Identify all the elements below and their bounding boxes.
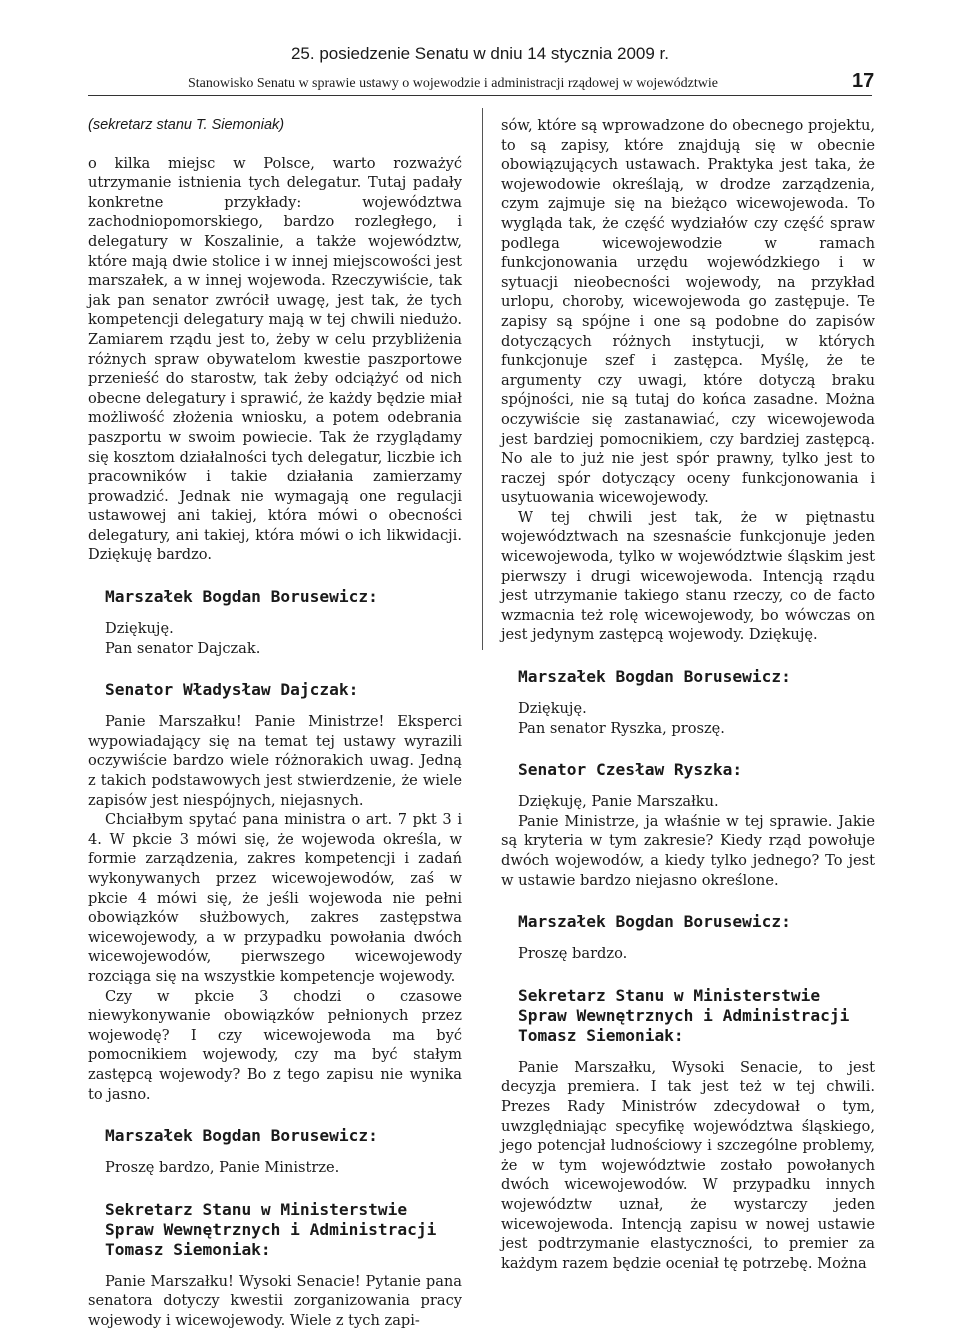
paragraph: Panie Marszałku! Panie Ministrze! Eksperci wypowiadający się na temat tej ustawy wyrazili oczywiście bardzo wiele różnorakich uwag. Jedną z takich podstawowych jest stwierdzenie, że wiele zapisów jest niespójnych, niejasnych. — [88, 713, 462, 809]
left-column — [88, 116, 462, 1331]
paragraph: Panie Marszałku! Wysoki Senacie! Pytanie pana senatora dotyczy kwestii zorganizowania pracy wojewody i wicewojewody. Wiele z tych zapi- — [88, 1272, 462, 1329]
paragraph: Pan senator Dajczak. — [105, 639, 261, 657]
paragraph: Dziękuję, Panie Marszałku. — [518, 793, 719, 811]
session-header: 25. posiedzenie Senatu w dniu 14 stycznia 2009 r. — [290, 44, 670, 63]
paragraph: o kilka miejsc w Polsce, warto rozważyć utrzymanie istnienia tych delegatur. Tutaj padały konkretne przykłady: województwa zachodniopomorskiego, bardzo rozległego, i delegatury w Koszalinie, a także województw, które mają dwie stolice i w innej miejscowości jest marszałek, a w innej wojewoda. Rzeczywiście, tak jak pan senator zwrócił uwagę, jest tak, że tych kompetencji delegatury mają w tej chwili niedużo. Zamiarem rządu jest to, żeby w celu przybliżenia różnych spraw obywatelom kwestie paszportowe przenieść do starostw, tak żeby odciążyć od nich obecne delegatury i sprawić, że każdy będzie miał możliwość złożenia wniosku, a potem odebrania paszportu w swoim powiecie. Tak że rzyglądamy się kosztom działalności tych delegatur, liczbie ich pracowników i takie działania zamierzamy prowadzić. Jednak nie wymagają one regulacji ustawowej ani takiej, która mówi o obecności delegatury, ani takiej, która mówi o ich likwidacji. Dziękuję bardzo. — [88, 154, 462, 564]
paragraph: Panie Ministrze, ja właśnie w tej sprawie. Jakie są kryteria w tym zakresie? Kiedy rząd powołuje dwóch wojewodów, a kiedy tylko jednego? To jest w ustawie bardzo niejasno określone. — [501, 812, 875, 889]
speaker-note: (sekretarz stanu T. Siemoniak) — [88, 117, 285, 133]
paragraph: Proszę bardzo, Panie Ministrze. — [105, 1159, 340, 1177]
speaker-heading: Senator Czesław Ryszka: — [518, 760, 743, 780]
paragraph: Proszę bardzo. — [518, 945, 628, 963]
speaker-heading: Marszałek Bogdan Borusewicz: — [105, 587, 378, 607]
paragraph: sów, które są wprowadzone do obecnego projektu, to są zapisy, które znajdują się w obecnie obowiązujących ustawach. Praktyka jest taka, że wojewodowie określają, w drodze zarządzenia, czym zajmuje się na bieżąco wicewojewoda. To wygląda tak, że część wydziałów czy część spraw podlega wicewojewodzie w ramach funkcjonowania urzędu wojewódzkiego i w sytuacji nieobecności wojewody, na przykład urlopu, choroby, wicewojewoda go zastępuje. Te zapisy są spójne i one są podobne do zapisów dotyczących różnych instytucji, w których funkcjonuje szef i zastępca. Myślę, że te argumenty czy uwagi, które dotyczą braku spójności, nie są tutaj do końca zasadne. Można oczywiście się zastanawiać, czy wicewojewoda jest bardziej pomocnikiem, czy bardziej zastępcą. No ale to już nie jest spór prawny, tylko jest to raczej spór dotyczący oceny funkcjonowania i usytuowania wicewojewody. — [501, 117, 875, 507]
column-divider — [482, 108, 483, 650]
paragraph: Dziękuję. — [518, 700, 587, 718]
speaker-heading: Marszałek Bogdan Borusewicz: — [518, 912, 791, 932]
paragraph: Chciałbym spytać pana ministra o art. 7 pkt 3 i 4. W pkcie 3 mówi się, że wojewoda określa, w formie zarządzenia, zakres kompetencji i zadań wykonywanych przez wicewojewodów, zaś w pkcie 4 mówi się, że jeśli wojewoda nie pełni obowiązków służbowych, zakres zastępstwa wicewojewody, a w przypadku powołania dwóch wicewojewodów, pierwszego wicewojewody rozciąga się na wszystkie kompetencje wojewody. — [88, 811, 462, 985]
speaker-heading: Sekretarz Stanu w Ministerstwie Spraw Wewnętrznych i Administracji Tomasz Siemoniak: — [105, 1199, 437, 1259]
header-rule — [88, 95, 872, 96]
paragraph: W tej chwili jest tak, że w piętnastu województwach na szesnaście funkcjonuje jeden wicewojewoda, tylko w województwie śląskim jest pierwszy i drugi wicewojewoda. Intencją rządu jest utrzymanie takiego stanu rzeczy, co de facto wzmacnia też rolę wicewojewody, bo wówczas on jest jedynym zastępcą wojewody. Dziękuję. — [501, 508, 875, 644]
paragraph: Czy w pkcie 3 chodzi o czasowe niewykonywanie obowiązków pełnionych przez wojewodę? I czy wicewojewoda ma być pomocnikiem wojewody, czy ma być stałym zastępcą wojewody? Bo z tego zapisu nie wynika to jasno. — [88, 987, 462, 1103]
right-column — [501, 116, 875, 1273]
speaker-heading: Marszałek Bogdan Borusewicz: — [518, 667, 791, 687]
paragraph: Pan senator Ryszka, proszę. — [518, 719, 725, 737]
paragraph: Panie Marszałku, Wysoki Senacie, to jest decyzja premiera. I tak jest też w tej chwili. Prezes Rady Ministrów zdecydował o tym, uwzględniając specyfikę województwa śląskiego, jego potencjał ludnościowy i szczególne problemy, że w tym województwie zostało powołanych dwóch wicewojewodów. W przypadku innych województw uznał, że wystarczy jeden wicewojewoda. Intencją zapisu w nowej ustawie jest podtrzymanie elastyczności, to premier za każdym razem będzie oceniał tę potrzebę. Można — [501, 1058, 875, 1272]
document-subtitle: Stanowisko Senatu w sprawie ustawy o wojewodzie i administracji rządowej w województwie — [188, 76, 718, 91]
page-number: 17 — [852, 70, 875, 92]
speaker-heading: Marszałek Bogdan Borusewicz: — [105, 1126, 378, 1146]
paragraph: Dziękuję. — [105, 620, 174, 638]
speaker-heading: Senator Władysław Dajczak: — [105, 680, 359, 700]
speaker-heading: Sekretarz Stanu w Ministerstwie Spraw Wewnętrznych i Administracji Tomasz Siemoniak: — [518, 985, 850, 1045]
